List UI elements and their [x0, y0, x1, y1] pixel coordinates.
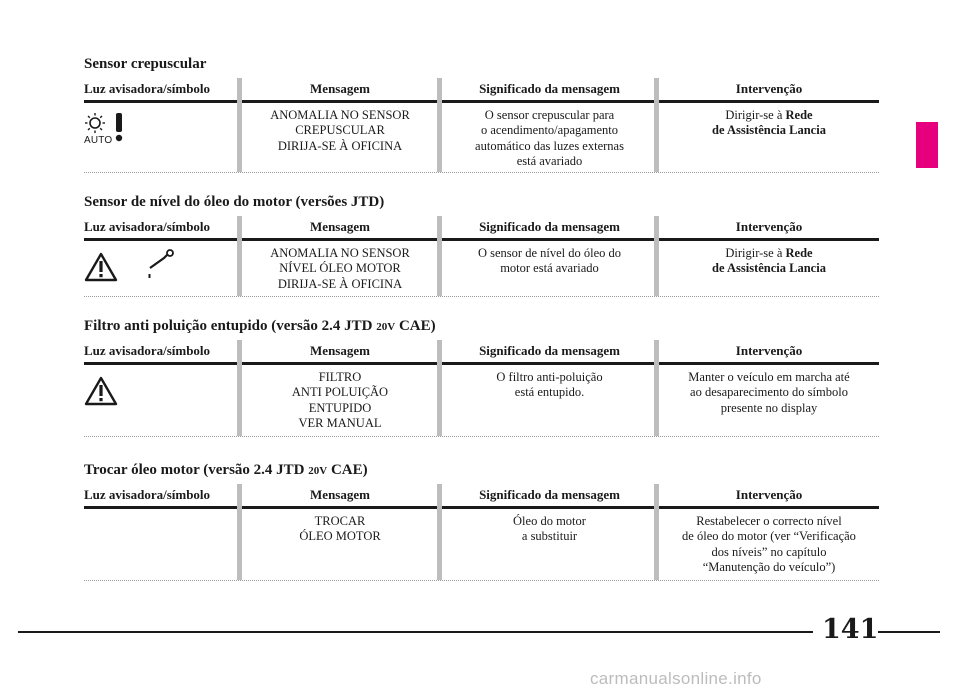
header-rule — [84, 238, 879, 241]
header-message: Mensagem — [310, 81, 370, 96]
section-sensor-crepuscular — [84, 56, 879, 176]
header-meaning: Significado da mensagem — [479, 219, 620, 234]
row-divider — [84, 296, 879, 297]
footer-rule — [878, 631, 940, 633]
header-message: Mensagem — [310, 219, 370, 234]
header-action: Intervenção — [735, 487, 803, 502]
watermark: carmanualsonline.info — [590, 669, 762, 688]
header-message: Mensagem — [310, 487, 370, 502]
message-cell: FILTRO ANTI POLUIÇÃO ENTUPIDO VER MANUAL — [291, 370, 389, 430]
action-cell: Dirigir-se à Rede de Assistência Lancia — [712, 246, 826, 276]
header-action: Intervenção — [735, 81, 803, 96]
action-cell: Restabelecer o correcto nível de óleo do motor (ver “Verificação dos níveis” no capítulo “Manutenção do veículo”) — [682, 514, 856, 574]
exclamation-icon — [112, 113, 126, 143]
section-title: Sensor crepuscular — [84, 56, 207, 72]
message-cell: ANOMALIA NO SENSOR NÍVEL ÓLEO MOTOR DIRIJA-SE À OFICINA — [270, 246, 410, 291]
header-action: Intervenção — [735, 219, 803, 234]
warning-triangle-icon — [84, 252, 118, 282]
section-title: Trocar óleo motor (versão 2.4 JTD 20V CAE) — [84, 462, 368, 478]
header-meaning: Significado da mensagem — [479, 487, 620, 502]
header-rule — [84, 100, 879, 103]
section-change-oil — [84, 462, 879, 586]
section-title: Sensor de nível do óleo do motor (versões JTD) — [84, 194, 385, 210]
header-meaning: Significado da mensagem — [479, 343, 620, 358]
header-message: Mensagem — [310, 343, 370, 358]
warning-triangle-icon — [84, 376, 118, 406]
meaning-cell: Óleo do motor a substituir — [513, 514, 586, 544]
section-oil-level-sensor — [84, 194, 879, 298]
message-cell: ANOMALIA NO SENSOR CREPUSCULAR DIRIJA-SE À OFICINA — [270, 108, 410, 153]
header-action: Intervenção — [735, 343, 803, 358]
row-divider — [84, 172, 879, 173]
section-title: Filtro anti poluição entupido (versão 2.4 JTD 20V CAE) — [84, 318, 436, 334]
row-divider — [84, 436, 879, 437]
meaning-cell: O sensor de nível do óleo do motor está avariado — [477, 246, 622, 276]
action-cell: Manter o veículo em marcha até ao desaparecimento do símbolo presente no display — [688, 370, 850, 415]
header-warning-light: Luz avisadora/símbolo — [84, 487, 211, 502]
header-rule — [84, 362, 879, 365]
chapter-tab-marker — [916, 122, 938, 168]
meaning-cell: O filtro anti-poluição está entupido. — [496, 370, 603, 400]
header-warning-light: Luz avisadora/símbolo — [84, 219, 211, 234]
page-number: 141 — [822, 614, 879, 645]
auto-label: AUTO — [84, 135, 113, 146]
row-divider — [84, 580, 879, 581]
message-cell: TROCAR ÓLEO MOTOR — [299, 514, 381, 544]
header-rule — [84, 506, 879, 509]
header-warning-light: Luz avisadora/símbolo — [84, 343, 211, 358]
meaning-cell: O sensor crepuscular para o acendimento/apagamento automático das luzes externas está avariado — [475, 108, 624, 168]
action-cell: Dirigir-se à Rede de Assistência Lancia — [712, 108, 826, 138]
header-warning-light: Luz avisadora/símbolo — [84, 81, 211, 96]
oil-can-icon — [146, 248, 176, 282]
footer-rule — [18, 631, 813, 633]
section-particulate-filter — [84, 318, 879, 440]
header-meaning: Significado da mensagem — [479, 81, 620, 96]
